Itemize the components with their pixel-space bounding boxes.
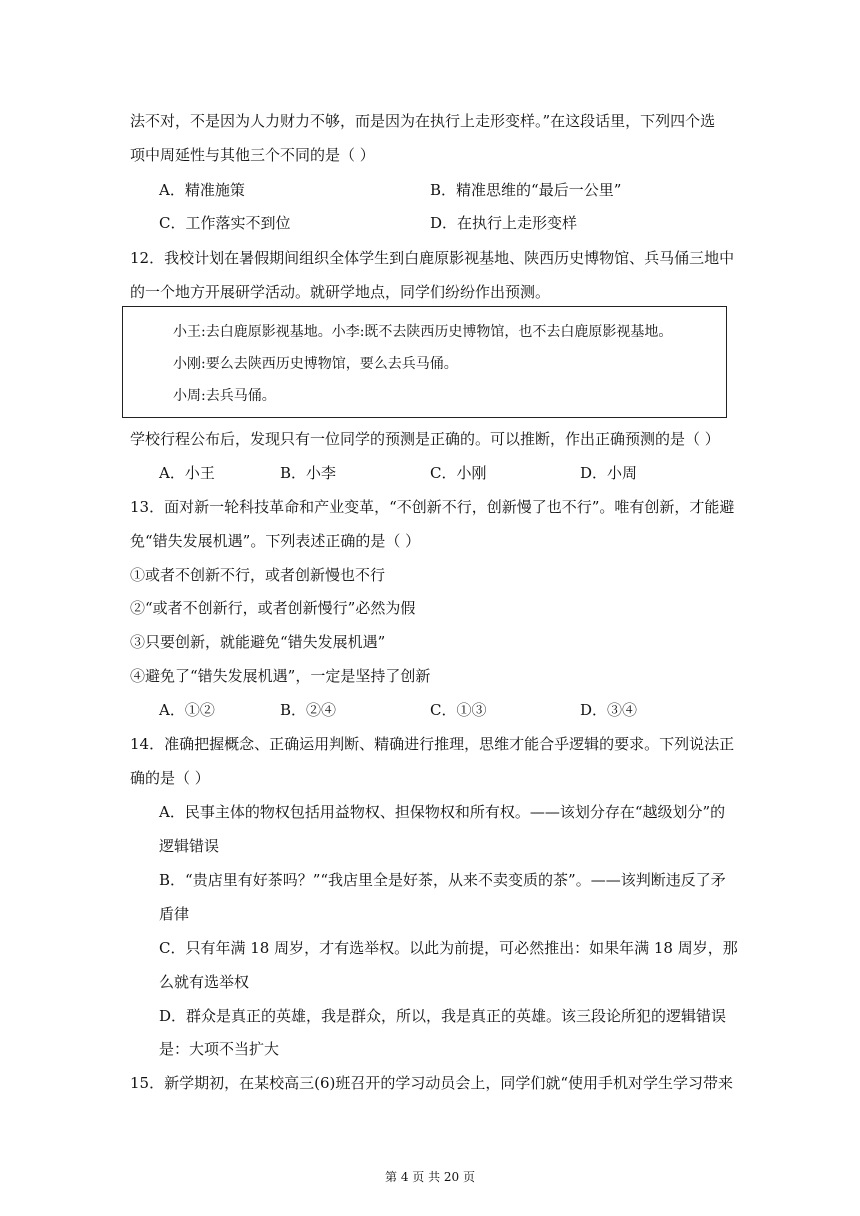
q14-text-line-1: 14．准确把握概念、正确运用判断、精确进行推理，思维才能合乎逻辑的要求。下列说法正 (130, 735, 735, 753)
q13-option-a: A．①② (159, 701, 215, 719)
q13-option-b: B．②④ (280, 701, 337, 719)
q13-text-line-1: 13．面对新一轮科技革命和产业变革，“不创新不行，创新慢了也不行”。唯有创新，才能避 (130, 498, 735, 516)
q12-option-d: D．小周 (580, 464, 638, 482)
q14-option-b-line-2: 盾律 (159, 905, 190, 923)
q13-statement-3: ③只要创新，就能避免“错失发展机遇” (130, 633, 386, 651)
q14-text-line-2: 确的是（ ） (130, 769, 210, 787)
q12-text-line-1: 12．我校计划在暑假期间组织全体学生到白鹿原影视基地、陕西历史博物馆、兵马俑三地中 (130, 249, 735, 267)
q12-option-a: A．小王 (159, 464, 215, 482)
q13-statement-2: ②“或者不创新行，或者创新慢行”必然为假 (130, 599, 416, 617)
q12-prediction-box (122, 306, 727, 418)
q12-box-line-3: 小周:去兵马俑。 (173, 388, 276, 404)
q13-statement-1: ①或者不创新不行，或者创新慢也不行 (130, 566, 386, 584)
q12-text-line-3: 学校行程公布后，发现只有一位同学的预测是正确的。可以推断，作出正确预测的是（ ） (130, 430, 720, 448)
q11-option-c: C．工作落实不到位 (159, 214, 291, 232)
page-footer: 第 4 页 共 20 页 (385, 1170, 475, 1184)
q12-option-c: C．小刚 (430, 464, 487, 482)
q14-option-a-line-2: 逻辑错误 (159, 837, 220, 855)
q11-text-line-1: 法不对，不是因为人力财力不够，而是因为在执行上走形变样。”在这段话里，下列四个选 (130, 112, 716, 130)
q14-option-b-line-1: B．“贵店里有好茶吗？”“我店里全是好茶，从来不卖变质的茶”。——该判断违反了矛 (159, 871, 726, 889)
q12-option-b: B．小李 (280, 464, 337, 482)
q15-text-line-1: 15．新学期初，在某校高三(6)班召开的学习动员会上，同学们就“使用手机对学生学习带来 (130, 1074, 734, 1092)
q14-option-c-line-2: 么就有选举权 (159, 973, 250, 991)
q12-box-line-1: 小王:去白鹿原影视基地。小李:既不去陕西历史博物馆，也不去白鹿原影视基地。 (173, 324, 673, 340)
q14-option-d-line-2: 是：大项不当扩大 (159, 1040, 280, 1058)
q13-option-c: C．①③ (430, 701, 487, 719)
q11-text-line-2: 项中周延性与其他三个不同的是（ ） (130, 146, 375, 164)
q12-text-line-2: 的一个地方开展研学活动。就研学地点，同学们纷纷作出预测。 (130, 283, 551, 301)
q11-option-d: D．在执行上走形变样 (430, 214, 578, 232)
q12-box-line-2: 小刚:要么去陕西历史博物馆，要么去兵马俑。 (173, 356, 458, 372)
q14-option-d-line-1: D．群众是真正的英雄，我是群众，所以，我是真正的英雄。该三段论所犯的逻辑错误 (159, 1007, 727, 1025)
q11-option-b: B．精准思维的“最后一公里” (430, 181, 622, 199)
q13-text-line-2: 免“错失发展机遇”。下列表述正确的是（ ） (130, 532, 421, 550)
q11-option-a: A．精准施策 (159, 181, 245, 199)
q13-option-d: D．③④ (580, 701, 638, 719)
q14-option-c-line-1: C．只有年满 18 周岁，才有选举权。以此为前提，可必然推出：如果年满 18 周岁，那 (159, 939, 738, 957)
q14-option-a-line-1: A．民事主体的物权包括用益物权、担保物权和所有权。——该划分存在“越级划分”的 (159, 803, 726, 821)
q13-statement-4: ④避免了“错失发展机遇”，一定是坚持了创新 (130, 667, 431, 685)
